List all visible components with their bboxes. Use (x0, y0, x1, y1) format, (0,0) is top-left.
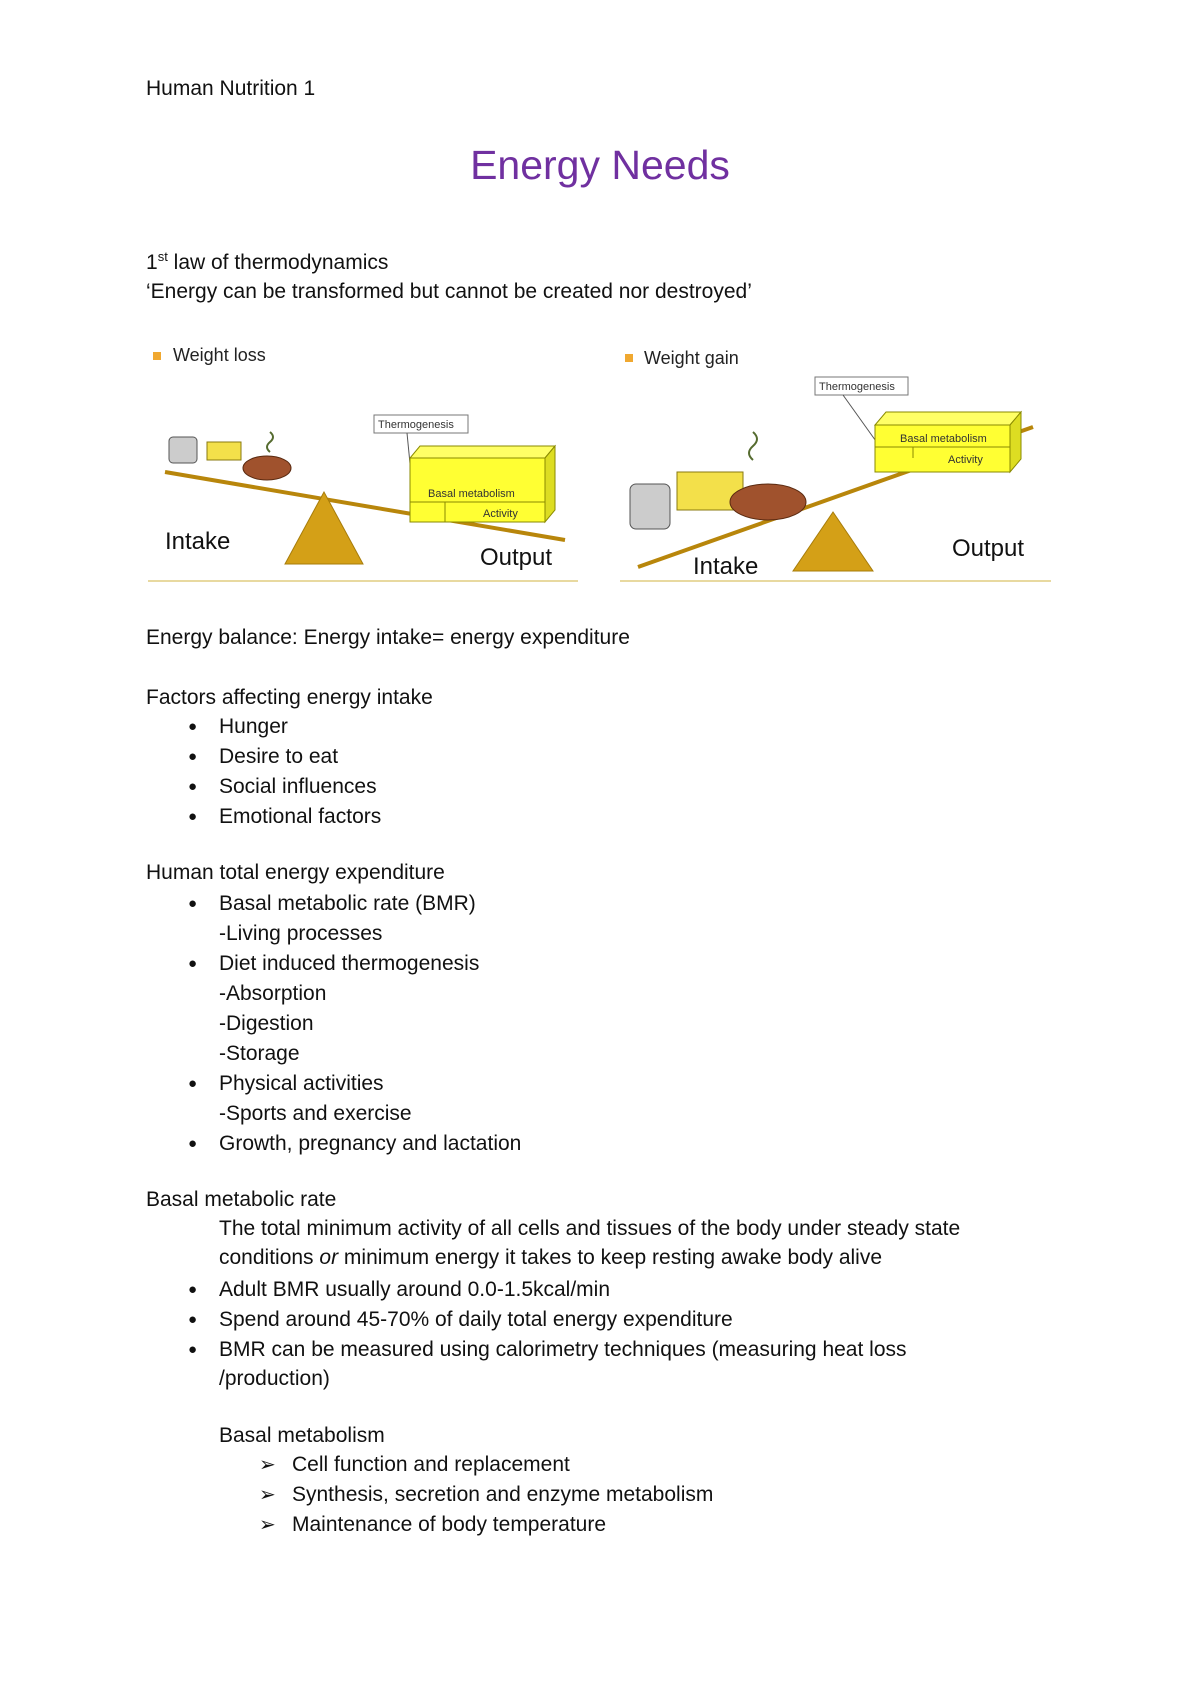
law-heading: 1st law of thermodynamics (146, 249, 389, 274)
basal-metabolism-list (219, 1450, 713, 1540)
energy-balance: Energy balance: Energy intake= energy expenditure (146, 626, 630, 649)
thermogenesis-label: Thermogenesis (819, 381, 895, 393)
basal-label: Basal metabolism (428, 488, 515, 500)
bullet-icon: ● (188, 718, 198, 735)
list-item: ● Social influences (188, 775, 377, 798)
list-item: ● Diet induced thermogenesis -Absorption -Digestion -Storage (146, 949, 521, 1069)
thermogenesis-label: Thermogenesis (378, 419, 454, 431)
intake-factors-heading: Factors affecting energy intake (146, 686, 433, 709)
activity-label: Activity (483, 508, 518, 520)
arrow-bullet-icon: ➢ (259, 1484, 276, 1506)
weight-loss-figure (145, 332, 595, 592)
list-item: ➢ Cell function and replacement (219, 1450, 713, 1480)
document-header: Human Nutrition 1 (146, 77, 316, 100)
bmr-list (146, 1275, 907, 1393)
bmr-definition-line2: conditions or minimum energy it takes to keep resting awake body alive (219, 1246, 883, 1269)
bullet-icon: ● (188, 748, 198, 765)
list-item: ● Spend around 45-70% of daily total energy expenditure (146, 1305, 907, 1335)
expenditure-list (146, 889, 521, 1159)
bullet-icon: ● (188, 1075, 198, 1092)
bullet-icon: ● (188, 1281, 198, 1298)
fulcrum-triangle (793, 512, 873, 571)
arrow-bullet-icon: ➢ (259, 1514, 276, 1536)
basal-label: Basal metabolism (900, 433, 987, 445)
list-item: ● Emotional factors (188, 805, 382, 828)
output-label: Output (480, 544, 553, 571)
weight-gain-figure (613, 332, 1063, 592)
weight-loss-heading: Weight loss (173, 345, 266, 365)
output-label: Output (952, 535, 1025, 562)
law-quote: ‘Energy can be transformed but cannot be created nor destroyed’ (146, 280, 752, 303)
bullet-square-icon (625, 354, 633, 362)
basal-metabolism-heading: Basal metabolism (219, 1424, 385, 1447)
bullet-icon: ● (188, 1311, 198, 1328)
food-icon (630, 432, 806, 529)
list-item: ➢ Maintenance of body temperature (219, 1510, 713, 1540)
list-item: ● Desire to eat (188, 745, 339, 768)
bullet-square-icon (153, 352, 161, 360)
intake-label: Intake (693, 553, 759, 580)
weight-gain-heading: Weight gain (644, 348, 739, 368)
intake-factors-list (146, 714, 381, 834)
bullet-icon: ● (188, 1341, 198, 1358)
list-item: ● Physical activities -Sports and exercise (146, 1069, 521, 1129)
bmr-heading: Basal metabolic rate (146, 1188, 337, 1211)
list-item: ● Growth, pregnancy and lactation (146, 1129, 521, 1159)
list-item: ● BMR can be measured using calorimetry techniques (measuring heat loss /production) (146, 1335, 907, 1393)
bullet-icon: ● (188, 808, 198, 825)
activity-label: Activity (948, 454, 983, 466)
food-icon (169, 432, 291, 480)
bullet-icon: ● (188, 778, 198, 795)
bullet-icon: ● (188, 895, 198, 912)
bullet-icon: ● (188, 955, 198, 972)
bullet-icon: ● (188, 1135, 198, 1152)
intake-label: Intake (165, 528, 231, 555)
expenditure-heading: Human total energy expenditure (146, 861, 445, 884)
list-item: ● Basal metabolic rate (BMR) -Living processes (146, 889, 521, 949)
arrow-bullet-icon: ➢ (259, 1454, 276, 1476)
page-title: Energy Needs (470, 142, 730, 188)
list-item: ➢ Synthesis, secretion and enzyme metabolism (219, 1480, 713, 1510)
list-item: ● Hunger (188, 715, 288, 738)
bmr-definition-line1: The total minimum activity of all cells and tissues of the body under steady state (219, 1217, 961, 1240)
list-item: ● Adult BMR usually around 0.0-1.5kcal/min (146, 1275, 907, 1305)
